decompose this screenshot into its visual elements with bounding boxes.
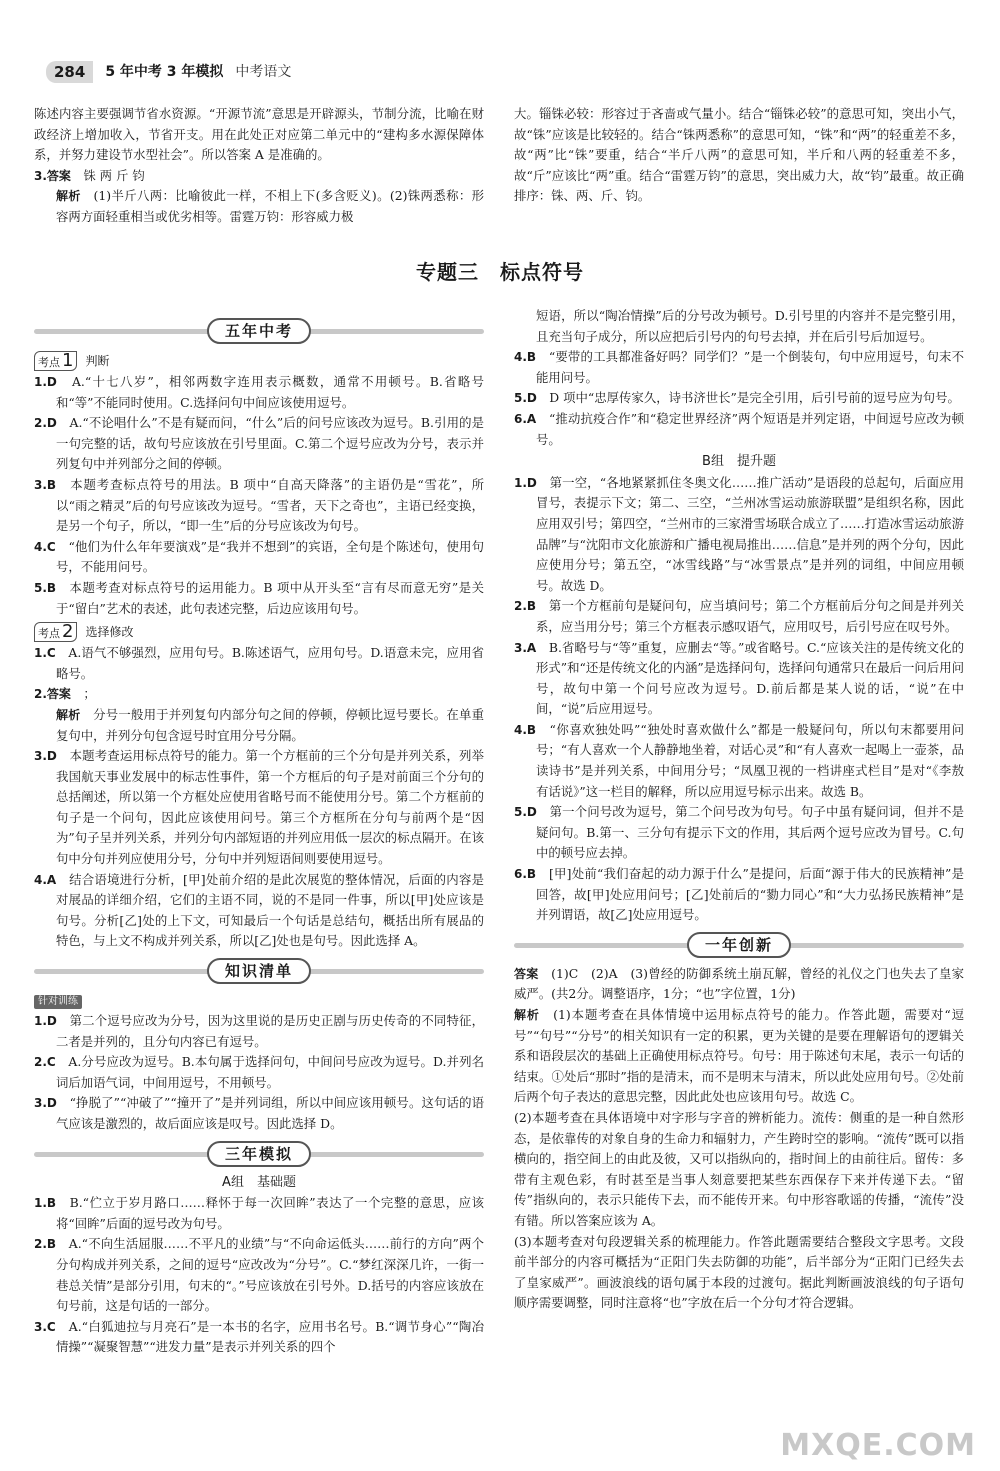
answer-item xyxy=(514,409,964,450)
answer-block xyxy=(514,964,964,1005)
banner-knowledge-list xyxy=(34,956,484,986)
paragraph: 短语，所以“陶冶情操”后的分号改为顿号。D.引号里的内容并不是完整引用，且充当句子成分，所以应把后引号内的句号去掉，并在后引号后加逗号。 xyxy=(536,308,964,344)
item-number: 2.答案 xyxy=(34,687,71,702)
paragraph: 陈述内容主要强调节省水资源。“开源节流”意思是开辟源头，节制分流，比喻在财政经济上增加收入，节省开支。用在此处正对应第二单元中的“建构多水源保障体系，并努力建设节水型社会”。所以答案 A 是准确的。 xyxy=(34,106,484,163)
answer-item xyxy=(514,802,964,864)
item-text: D 项中“忠厚传家久，诗书济世长”是完全引用，后引号前的逗号应为句号。 xyxy=(549,390,960,406)
left-column xyxy=(34,312,484,1358)
item-number: 3.D xyxy=(34,749,57,764)
analysis-paragraph: (3)本题考查对句段逻辑关系的梳理能力。作答此题需要结合整段文字思考。文段前半部分的内容可概括为“正阳门失去防御的功能”，后半部分为“正阳门已经失去了皇家威严”。画波浪线的语句属于本段的过渡句。据此判断画波浪线的句子语句顺序需要调整，同时注意将“也”字放在后一个分句才符合逻辑。 xyxy=(514,1233,964,1311)
paragraph: 大。锱铢必较：形容过于吝啬或气量小。结合“锱铢必较”的意思可知，突出小气，故“铢”应该是比较轻的。结合“铢两悉称”的意思可知，“铢”和“两”的轻重差不多，故“两”比“铢”要重，结合“半斤八两”的意思可知，半斤和八两的轻重差不多，故“斤”应该比“两”重。结合“雷霆万钧”的意思，突出威力大，故“钧”最重。故正确排序：铢、两、斤、钧。 xyxy=(514,106,964,204)
item-number: 6.B xyxy=(514,867,537,882)
question-number: 3.答案 xyxy=(34,168,71,183)
topic-tag: 考点 xyxy=(38,627,60,641)
analysis-label: 解析 xyxy=(56,189,81,204)
page-header xyxy=(46,60,966,84)
answer-text: (1)C (2)A (3)曾经的防御系统土崩瓦解，曾经的礼仪之门也失去了皇家威严。(共2分。调整语序，1分；“也”字位置，1分) xyxy=(514,965,964,1002)
item-number: 2.B xyxy=(34,1237,57,1252)
item-text: “你喜欢独处吗”“独处时喜欢做什么”都是一般疑问句，所以句末都要用问号；“有人喜欢一个人静静地坐着，对话心灵”和“有人喜欢一起喝上一壶茶，品读诗书”是并列关系，中间用分号；“凤凰卫视的一档讲座式栏目”是对“《李敖有话说》”这一栏目的解释，所以应用逗号标示出来。故选 B。 xyxy=(536,721,965,799)
right-column xyxy=(514,306,964,1314)
item-number: 3.B xyxy=(34,477,57,492)
item-number: 4.B xyxy=(514,722,537,737)
answer-item xyxy=(514,720,964,802)
answer-item xyxy=(34,705,484,746)
item-number: 2.B xyxy=(514,599,537,614)
item-number: 6.A xyxy=(514,411,537,426)
item-text: A.“不向生活屈服……不平凡的业绩”与“不向命运低头……前行的方向”两个分句构成并列关系，之间的逗号“应改改为“分号”。C.“梦红深深几许，一街一巷总关情”是部分引用，句末的“。”号应该放在引号外。D.括号的内容应该放在句号前，这是句话的一部分。 xyxy=(56,1236,484,1314)
item-text: 第二个逗号应改为分号，因为这里说的是历史正剧与历史传奇的不同特征，二者是并列的，且分句内容已有逗号。 xyxy=(56,1013,484,1049)
answer-item xyxy=(34,1317,484,1358)
item-text: 分号一般用于并列复句内部分句之间的停顿，停顿比逗号要长。在单重复句中，并列分句包含逗号时宜用分号分隔。 xyxy=(56,706,485,743)
answer-item xyxy=(34,870,484,952)
answer-item xyxy=(514,638,964,720)
topic-text: 判断 xyxy=(85,353,110,368)
item-text: 本题考查标点符号的用法。B 项中“自高天降落”的主语仍是“雪花”，所以“雨之精灵”后的句号应该改为逗号。“雪者，天下之奇也”，主语已经变换，是另一个句子，所以，“即一生”后的分号应该改为句号。 xyxy=(56,476,484,534)
item-text: “他们为什么年年要演戏”是“我并不想到”的宾语，全句是个陈述句，使用句号，不能用问号。 xyxy=(56,538,484,575)
item-text: B.省略号与“等”重复，应删去“等。”或省略号。C.“应该关注的是传统文化的形式”和“还是传统文化的内涵”是选择问句，选择问句通常只在最后一问后用问号，故句中第一个问号应改为逗号。D.前后都是某人说的话，“说”在中间，“说”后应用逗号。 xyxy=(536,639,965,717)
item-number: 5.B xyxy=(34,580,57,595)
item-number: 1.D xyxy=(34,1014,57,1029)
answer-label: 答案 xyxy=(514,966,539,981)
banner-five-years xyxy=(34,316,484,346)
analysis-text: (1)本题考查在具体情境中运用标点符号的能力。作答此题，需要对“逗号”“句号”“分号”的相关知识有一定的积累，更为关键的是要在理解语句的逻辑关系和语段层次的基础上正确使用标点符号。句号：用于陈述句末尾，表示一句话的结束。①处后“那时”指的是清末，而不是明末与清末，所以此处应用句号。②处前后两个句子表达的意思完整，因此此处也应该用句号。故选 C。 xyxy=(514,1007,964,1105)
analysis-block xyxy=(514,1005,964,1108)
topic-text: 选择修改 xyxy=(85,624,134,639)
section-title: 专题三 标点符号 xyxy=(416,260,584,284)
item-number: 2.D xyxy=(34,416,57,431)
item-text: 本题考查运用标点符号的能力。第一个方框前的三个分句是并列关系，列举我国航天事业发展中的标志性事件，第一个方框后的句子是对前面三个分句的总括阐述，所以第一个方框处应使用省略号而不能使用分号。第二个方框前的句子是一个问句，因此应该使用问号。第三个方框所在分句与前两个是“因为”句子呈并列关系，并列分句内部短语的并列应用低一层次的标点隔开。在该句中分句并列应使用分号，分句中并列短语间则要使用逗号。 xyxy=(56,748,484,867)
answer-item xyxy=(34,1093,484,1134)
answer-item xyxy=(34,746,484,870)
item-number: 解析 xyxy=(56,707,81,722)
item-text: ； xyxy=(83,686,96,702)
item-text: A.“十七八岁”，相邻两数字连用表示概数，通常不用顿号。B.省略号和“等”不能同时使用。C.选择问句中间应该使用逗号。 xyxy=(56,374,484,410)
analysis-label: 解析 xyxy=(514,1008,540,1022)
answer-item xyxy=(34,413,484,475)
item-number: 5.D xyxy=(514,391,537,406)
training-tag: 针对训练 xyxy=(34,995,82,1009)
banner-label: 知识清单 xyxy=(207,958,311,984)
answer-item xyxy=(34,1234,484,1316)
answer-item xyxy=(34,1052,484,1093)
item-text: [甲]处前“我们奋起的动力源于什么”是提问，后面“源于伟大的民族精神”是回答，故[甲]处应用问号；[乙]处前后的“勠力同心”和“大力弘扬民族精神”是并列谓语，故[乙]处应用逗号。 xyxy=(536,866,964,923)
item-text: A.“白狐迪拉与月亮石”是一本书的名字，应用书名号。B.“调节身心”“陶冶情操”“凝聚智慧”“进发力量”是表示并列关系的四个 xyxy=(56,1318,484,1355)
banner-one-year xyxy=(514,930,964,960)
answer-item xyxy=(34,1011,484,1052)
banner-label: 五年中考 xyxy=(207,318,311,344)
top-left-column xyxy=(34,104,484,228)
answer-item xyxy=(34,537,484,578)
item-text: A.“不论唱什么”不是有疑而问，“什么”后的问号应该改为逗号。B.引用的是一句完整的话，故句号应该放在引号里面。C.第二个逗号应改为分号，表示并列复句中并列部分之间的停顿。 xyxy=(56,415,485,472)
answer-item xyxy=(34,684,484,705)
page-number: 284 xyxy=(46,61,93,83)
item-text: “挣脱了”“冲破了”“撞开了”是并列词组，所以中间应该用顿号。这句话的语气应该是激烈的，故后面应该是叹号。因此选择 D。 xyxy=(56,1095,485,1131)
item-text: “推动抗疫合作”和“稳定世界经济”两个短语是并列定语，中间逗号应改为顿号。 xyxy=(536,410,965,447)
topic-heading xyxy=(34,621,484,643)
item-number: 4.C xyxy=(34,539,56,554)
item-number: 1.C xyxy=(34,646,56,661)
banner-label: 三年模拟 xyxy=(207,1141,311,1167)
group-a-heading: A组 基础题 xyxy=(222,1174,296,1190)
item-number: 1.D xyxy=(34,375,57,389)
item-text: B.“伫立于岁月路口……释怀于每一次回眸”表达了一个完整的意思，应该将“回眸”后面的逗号改为句号。 xyxy=(56,1195,485,1231)
answer-text: 铢 两 斤 钧 xyxy=(83,167,145,183)
item-number: 1.B xyxy=(34,1196,57,1211)
item-text: A.语气不够强烈，应用句号。B.陈述语气，应用句号。D.语意未完，应用省略号。 xyxy=(56,645,485,681)
item-number: 5.D xyxy=(514,805,537,820)
item-text: 第一个方框前句是疑问句，应当填问号；第二个方框前后分句之间是并列关系，应当用分号；第三个方框表示感叹语气，应用叹号，后引号应在叹号外。 xyxy=(536,598,965,634)
item-text: 本题考查对标点符号的运用能力。B 项中从开头至“言有尽而意无穷”是关于“留白”艺术的表述，此句表述完整，后边应该用句号。 xyxy=(56,579,485,616)
group-b-heading: B组 提升题 xyxy=(702,454,776,470)
topic-num: 2 xyxy=(62,621,74,643)
item-number: 3.C xyxy=(34,1319,56,1334)
item-number: 2.C xyxy=(34,1055,56,1070)
top-right-column xyxy=(514,104,964,207)
topic-num: 1 xyxy=(62,350,74,371)
answer-item xyxy=(34,643,484,684)
answer-item xyxy=(34,1193,484,1234)
item-number: 4.A xyxy=(34,872,57,887)
answer-item xyxy=(514,473,964,597)
item-text: 第一个问号改为逗号，第二个问号改为句号。句子中虽有疑问词，但并不是疑问句。B.第一、三分句有提示下文的作用，其后两个逗号应改为冒号。C.句中的顿号应去掉。 xyxy=(536,804,964,861)
item-number: 3.D xyxy=(34,1096,57,1111)
banner-label: 一年创新 xyxy=(687,932,791,958)
answer-item xyxy=(514,864,964,926)
answer-item xyxy=(34,475,484,537)
topic-tag: 考点 xyxy=(38,356,60,369)
subject-label: 中考语文 xyxy=(235,63,292,80)
item-text: “要带的工具都准备好吗？同学们？”是一个倒装句，句中应用逗号，句末不能用问号。 xyxy=(536,349,965,385)
item-number: 4.B xyxy=(514,350,537,365)
analysis-paragraph: (2)本题考查在具体语境中对字形与字音的辨析能力。流传：侧重的是一种自然形态，是依靠传的对象自身的生命力和辐射力，产生跨时空的影响。“流传”既可以指横向的，指空间上的由此及彼，又可以指纵向的，指时间上的由前往后。留传：多带有主观色彩，有时甚至是当事人刻意要把某些东西保存下来并传递下去。“留传”指纵向的，表示只能传下去，而不能传开来。句中形容歌谣的传播，“流传”没有错。所以答案应该为 A。 xyxy=(514,1109,964,1228)
answer-item xyxy=(514,347,964,388)
answer-item xyxy=(34,578,484,619)
book-title: 5 年中考 3 年模拟 xyxy=(105,63,224,80)
analysis-text: (1)半斤八两：比喻彼此一样，不相上下(多含贬义)。(2)铢两悉称：形容两方面轻重相当或优劣相等。雷霆万钧：形容威力极 xyxy=(56,188,484,224)
item-text: 第一空，“各地紧紧抓住冬奥文化……推广活动”是语段的总起句，后面应用冒号，表提示下文；第二、三空，“兰州冰雪运动旅游联盟”是组织名称，因此应用双引号；第四空，“兰州市的三家滑雪场联合成立了……打造冰雪运动旅游品牌”与“沈阳市文化旅游和广播电视局推出……信息”是并列的两个分句，因此应使用分号；第五空，“冰雪线路”与“冰雪景点”是并列的词组，中间应用顿号。故选 D。 xyxy=(536,474,964,593)
item-text: 结合语境进行分析，[甲]处前介绍的是此次展览的整体情况，后面的内容是对展品的详细介绍，它们的主语不同，说的不是同一件事，所以[甲]处应该是句号。分析[乙]处的上下文，可知最后一个句话是总结句，概括出所有展品的特色，与上文不构成并列关系，所以[乙]处也是句号。因此选择 A。 xyxy=(56,871,484,949)
answer-item xyxy=(34,372,484,413)
topic-heading xyxy=(34,350,484,372)
item-text: A.分号应改为逗号。B.本句属于选择问句，中间问号应改为逗号。D.并列名词后加语气词，中间用逗号，不用顿号。 xyxy=(56,1054,485,1090)
answer-item xyxy=(514,596,964,637)
item-number: 3.A xyxy=(514,640,537,655)
banner-three-years xyxy=(34,1139,484,1169)
answer-item xyxy=(514,388,964,409)
watermark: MXQE.COM xyxy=(780,1428,976,1464)
item-number: 1.D xyxy=(514,475,537,490)
